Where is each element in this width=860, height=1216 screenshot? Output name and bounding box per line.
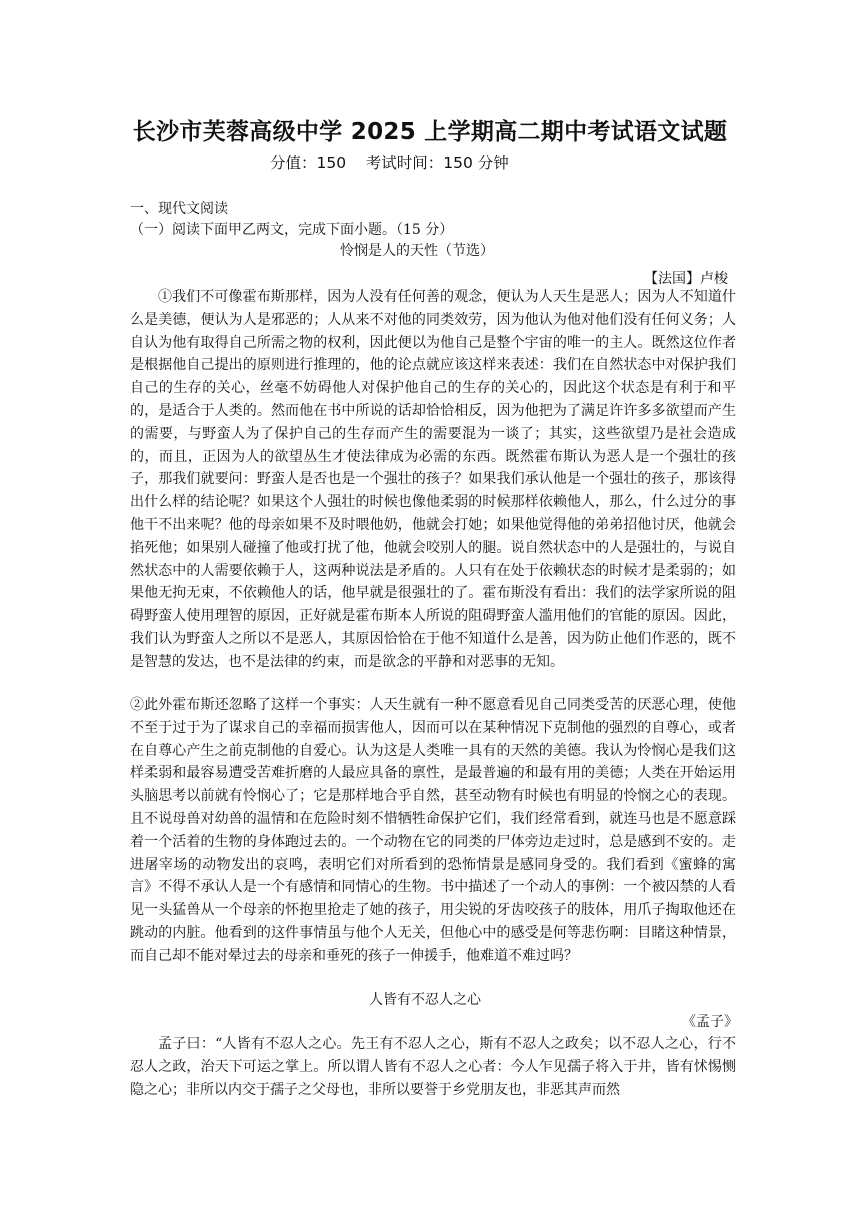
article2-source: 《孟子》: [682, 1014, 738, 1030]
paragraph-text: ②此外霍布斯还忽略了这样一个事实：人天生就有一种不愿意看见自己同类受苦的厌恶心理，使他不至于过于为了谋求自己的幸福而损害他人，因而可以在某种情况下克制他的强烈的自尊心，或者在自尊心产生之前克制他的自爱心。认为这是人类唯一具有的天然的美德。我认为怜悯心是我们这样柔弱和最容易遭受苦难折磨的人最应具备的禀性，是最普遍的和最有用的美德；人类在开始运用头脑思考以前就有怜悯心了；它是那样地合乎自然，甚至动物有时候也有明显的怜悯之心的表现。且不说母兽对幼兽的温情和在危险时刻不惜牺牲命保护它们，我们经常看到，就连马也是不愿意踩着一个活着的生物的身体跑过去的。一个动物在它的同类的尸体旁边走过时，总是感到不安的。走进屠宰场的动物发出的哀鸣，表明它们对所看到的恐怖情景是感同身受的。我们看到《蜜蜂的寓言》不得不承认人是一个有感情和同情心的生物。书中描述了一个动人的事例：一个被囚禁的人看见一头猛兽从一个母亲的怀抱里抢走了她的孩子，用尖锐的牙齿咬孩子的肢体，用爪子掏取他还在跳动的内脏。他看到的这件事情虽与他个人无关，但他心中的感受是何等悲伤啊：目睹这种情景，而自己却不能对晕过去的母亲和垂死的孩子一伸援手，他难道不难过吗？: [130, 697, 736, 964]
exam-score-time: 分值：150 考试时间：150 分钟: [270, 154, 509, 172]
article1-paragraph-2: [130, 694, 736, 968]
article1-paragraph-1: [130, 286, 736, 674]
exam-title: 长沙市芙蓉高级中学 2025 上学期高二期中考试语文试题: [132, 119, 728, 145]
article2-paragraph: [130, 1033, 736, 1101]
article1-author: 【法国】卢梭: [644, 271, 728, 287]
article1-title: 怜悯是人的天性（节选）: [340, 243, 494, 259]
section-heading: 一、现代文阅读: [130, 201, 228, 217]
article2-title: 人皆有不忍人之心: [369, 992, 481, 1008]
question-instruction: （一）阅读下面甲乙两文，完成下面小题。（15 分）: [130, 222, 454, 238]
paragraph-text: 孟子曰：“人皆有不忍人之心。先王有不忍人之心，斯有不忍人之政矣；以不忍人之心，行不忍人之政，治天下可运之掌上。所以谓人皆有不忍人之心者：今人乍见孺子将入于井，皆有怵惕恻隐之心；非所以内交于孺子之父母也，非所以要誉于乡党朋友也，非恶其声而然: [130, 1036, 736, 1098]
paragraph-text: ①我们不可像霍布斯那样，因为人没有任何善的观念，便认为人天生是恶人；因为人不知道什么是美德，便认为人是邪恶的；人从来不对他的同类效劳，因为他认为他对他们没有任何义务；人自认为他有取得自己所需之物的权利，因此便以为他自己是整个宇宙的唯一的主人。既然这位作者是根据他自己提出的原则进行推理的，他的论点就应该这样来表述：我们在自然状态中对保护我们自己的生存的关心，丝毫不妨碍他人对保护他自己的生存的关心的，因此这个状态是有利于和平的，是适合于人类的。然而他在书中所说的话却恰恰相反，因为他把为了满足许许多多欲望而产生的需要，与野蛮人为了保护自己的生存而产生的需要混为一谈了；其实，这些欲望乃是社会造成的，而且，正因为人的欲望丛生才使法律成为必需的东西。既然霍布斯认为恶人是一个强壮的孩子，那我们就要问：野蛮人是否也是一个强壮的孩子？如果我们承认他是一个强壮的孩子，那该得出什么样的结论呢？如果这个人强壮的时候也像他柔弱的时候那样依赖他人，那么，什么过分的事他干不出来呢？他的母亲如果不及时喂他奶，他就会打她；如果他觉得他的弟弟招他讨厌，他就会掐死他；如果别人碰撞了他或打扰了他，他就会咬别人的腿。说自然状态中的人是强壮的，与说自然状态中的人需要依赖于人，这两种说法是矛盾的。人只有在处于依赖状态的时候才是柔弱的；如果他无拘无束，不依赖他人的话，他早就是很强壮的了。霍布斯没有看出：我们的法学家所说的阻碍野蛮人使用理智的原因，正好就是霍布斯本人所说的阻碍野蛮人滥用他们的官能的原因。因此，我们认为野蛮人之所以不是恶人，其原因恰恰在于他不知道什么是善，因为防止他们作恶的，既不是智慧的发达，也不是法律的约束，而是欲念的平静和对恶事的无知。: [130, 289, 736, 670]
